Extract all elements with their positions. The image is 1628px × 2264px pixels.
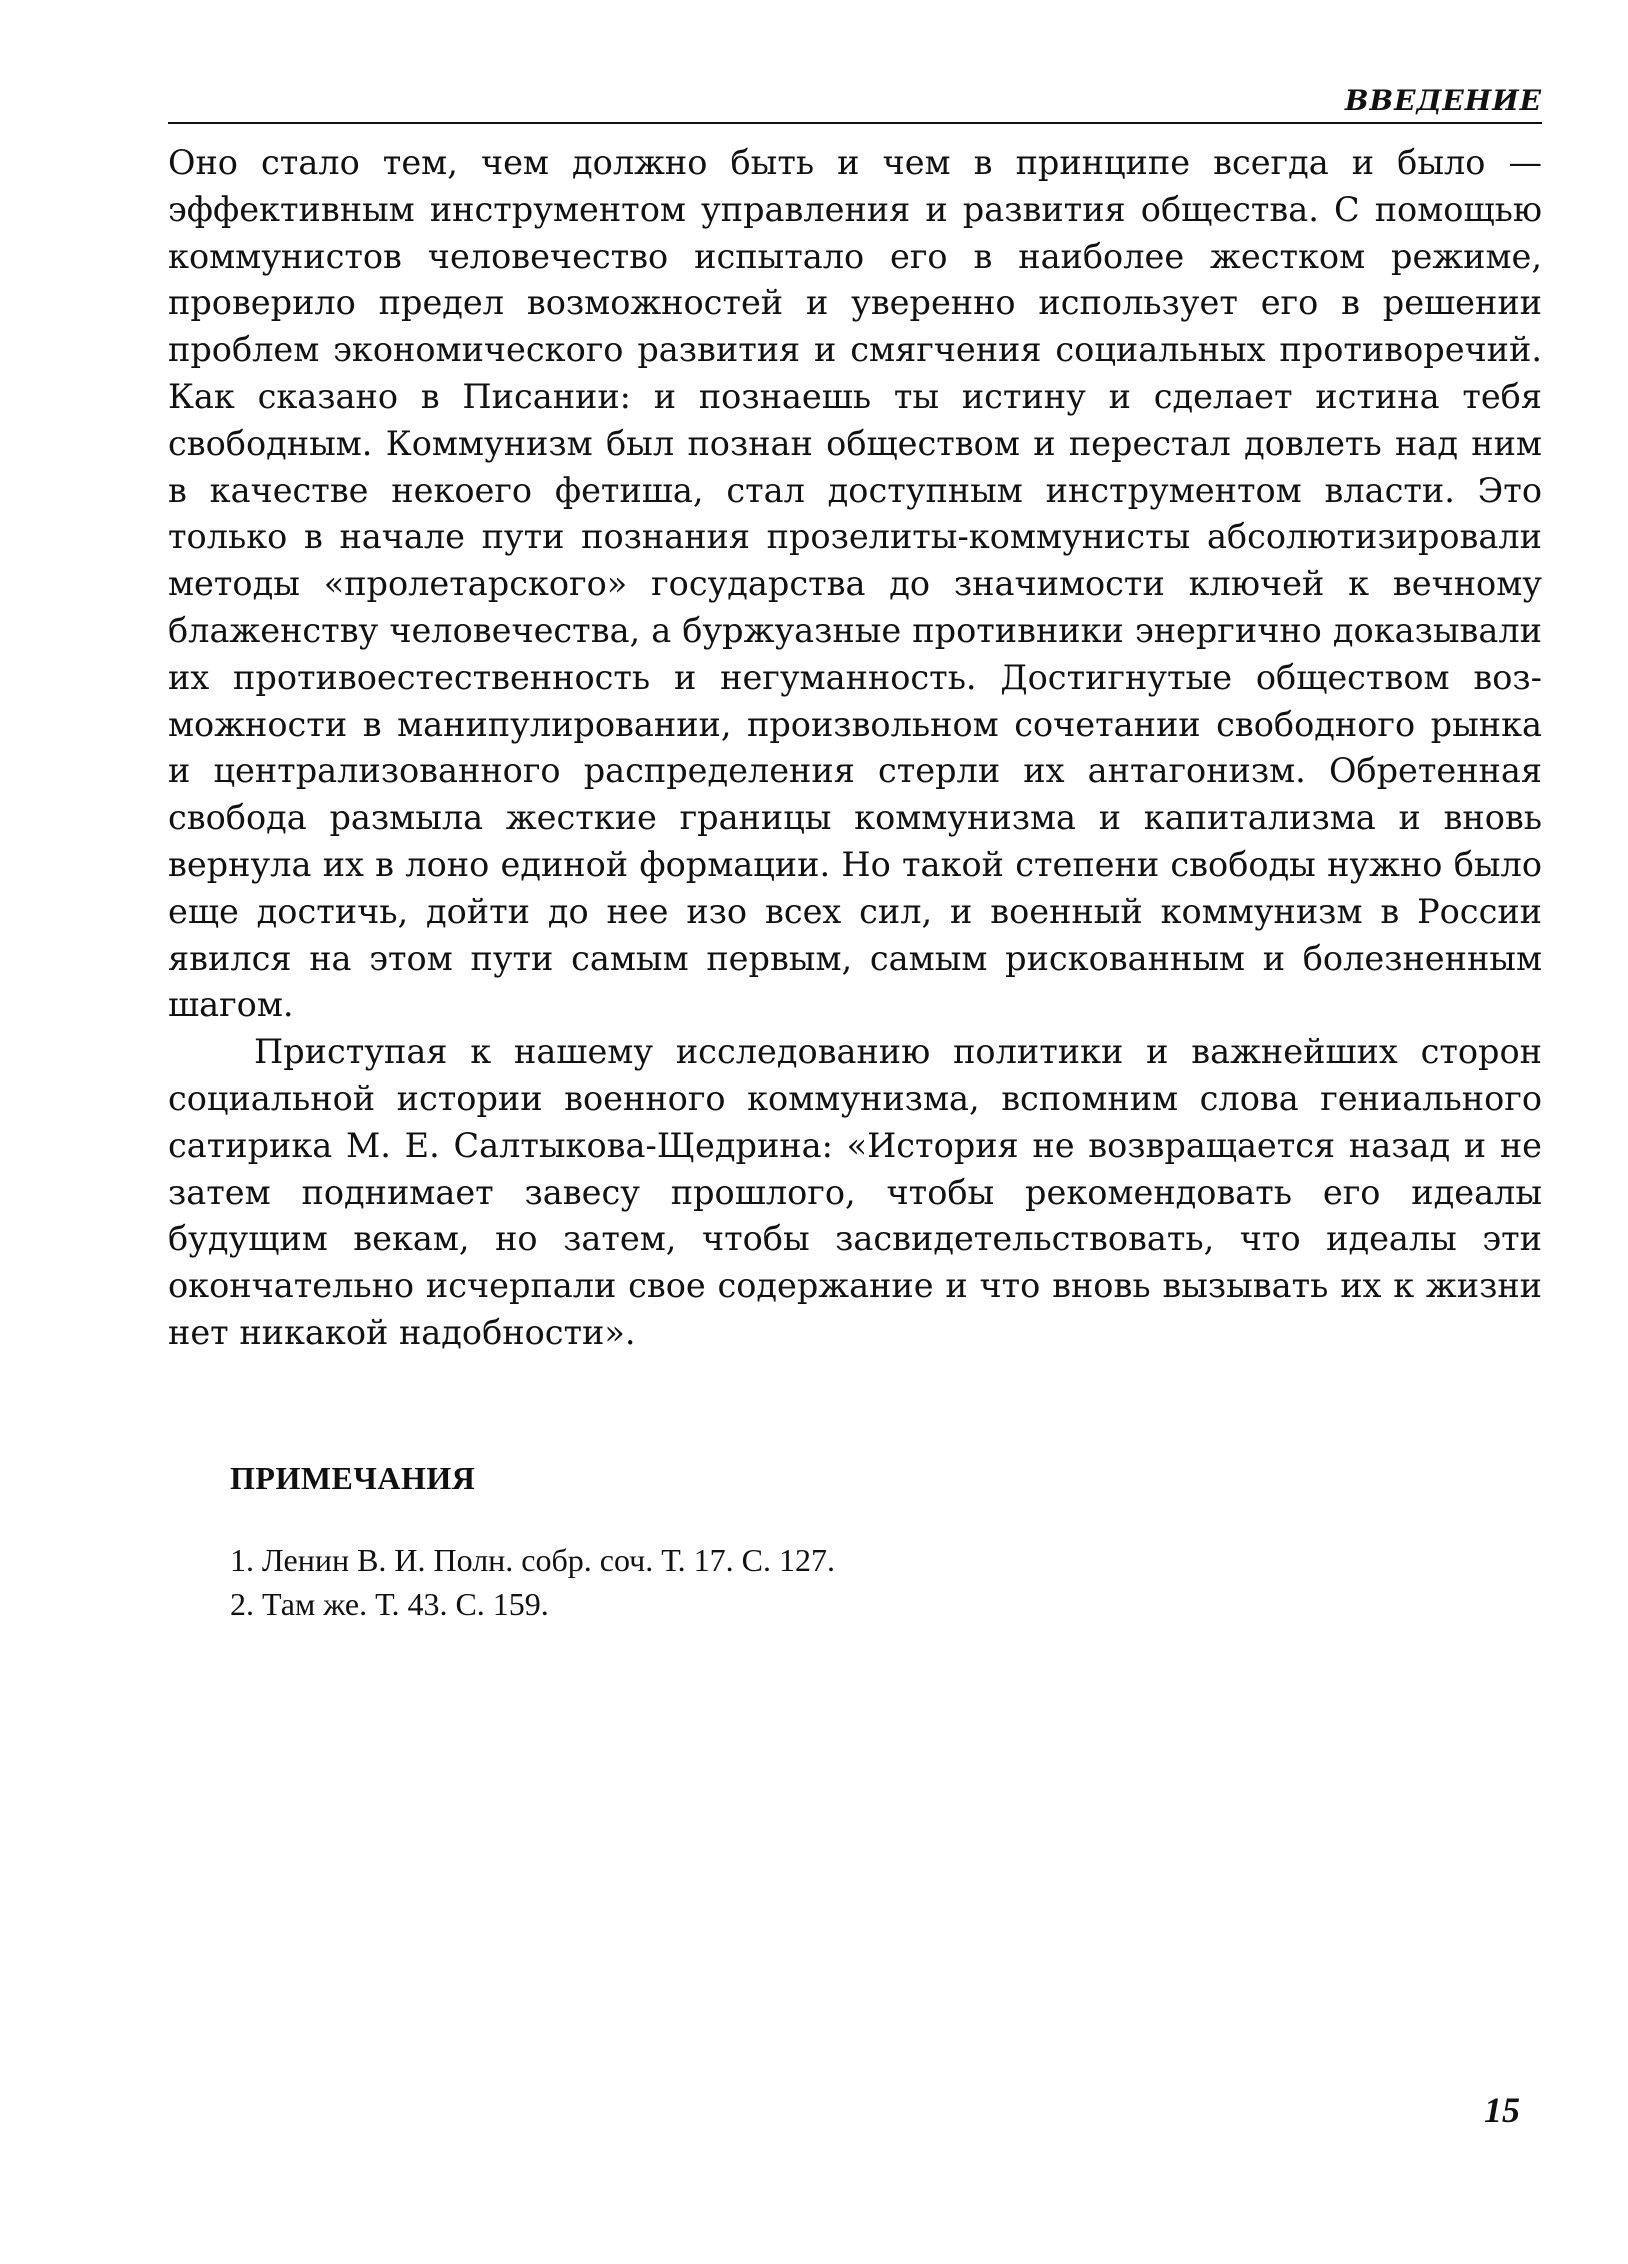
notes-list xyxy=(230,1538,835,1626)
running-title: ВВЕДЕНИЕ xyxy=(1344,84,1542,117)
main-text xyxy=(168,140,1542,1357)
paragraph-2: Приступая к нашему исследованию политики и важнейших сторон социальной истории военного коммунизма, вспомним слова гениального сатирика М. Е. Салтыкова-Щедрина: «История не возвращается назад и не затем поднимает завесу прошлого, чтобы рекомендовать его идеалы будущим векам, но затем, чтобы засвидетельствовать, что идеалы эти окончательно исчерпали свое содержание и что вновь вызывать их к жизни нет никакой надобности». xyxy=(168,1032,1542,1352)
note-item-1: 1. Ленин В. И. Полн. собр. соч. Т. 17. С. 127. xyxy=(230,1542,835,1578)
page-number: 15 xyxy=(1484,2090,1520,2130)
paragraph-1: Оно стало тем, чем должно быть и чем в принципе всегда и было — эффективным инструментом управления и развития общества. С помощью коммунистов человечество испытало его в наиболее жестком режиме, проверило предел возможностей и уверенно использует его в решении проблем экономического развития и смягчения социальных противоречий. Как сказано в Писании: и познаешь ты истину и сделает истина тебя свободным. Коммунизм был познан обществом и перестал довлеть над ним в качестве некоего фетиша, стал доступным инструментом власти. Это только в начале пути познания прозелиты-коммунисты абсолютизировали методы «пролетарского» государства до значимости ключей к вечному блаженству человечества, а буржуазные противники энергично доказывали их противоестественность и негуманность. Достигнутые обществом возможности в манипулировании, произвольном сочетании свободного рынка и централизованного распределения стерли их антагонизм. Обретенная свобода размыла жесткие границы коммунизма и капитализма и вновь вернула их в лоно единой формации. Но такой степени свободы нужно было еще достичь, дойти до нее изо всех сил, и военный коммунизм в России явился на этом пути самым первым, самым рискованным и болезненным шагом. xyxy=(168,143,1542,1025)
notes-heading: ПРИМЕЧАНИЯ xyxy=(230,1460,476,1496)
running-header xyxy=(168,82,1542,124)
note-item-2: 2. Там же. Т. 43. С. 159. xyxy=(230,1586,549,1622)
